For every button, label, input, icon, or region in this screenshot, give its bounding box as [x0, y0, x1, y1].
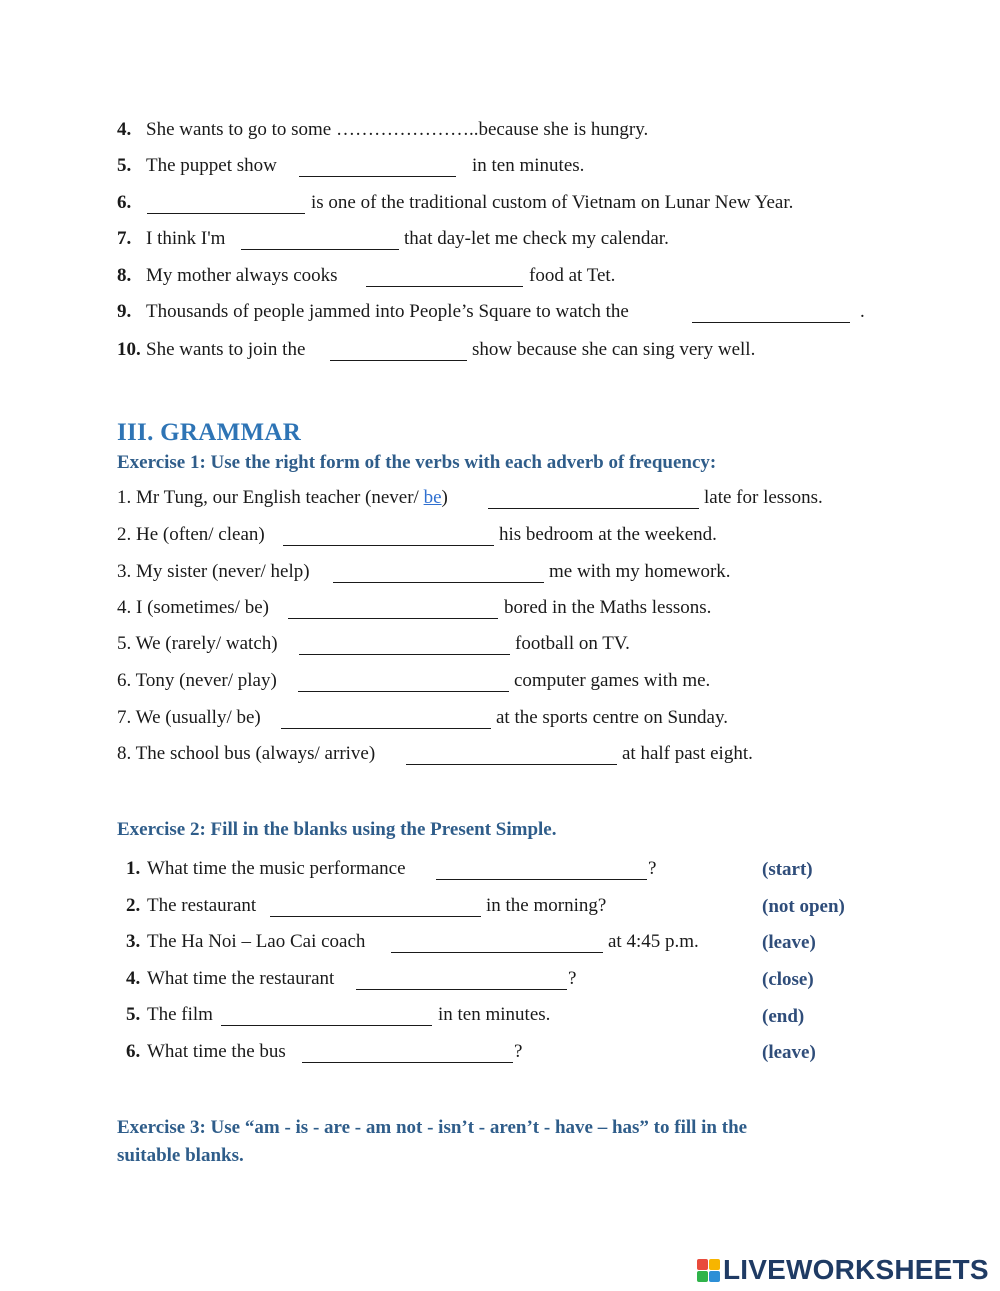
logo-square	[709, 1271, 720, 1282]
ex2-item-1	[126, 857, 406, 881]
vocab-item-5	[117, 154, 282, 178]
item-text: ?	[568, 968, 577, 989]
item-text: )	[441, 487, 448, 508]
item-text: What time the restaurant	[147, 968, 335, 989]
answer-input[interactable]	[330, 338, 467, 361]
item-text: at half past eight.	[622, 743, 753, 764]
answer-input[interactable]	[298, 669, 509, 692]
item-text: My mother always cooks	[146, 265, 343, 286]
exercise-1-title: Exercise 1: Use the right form of the verbs with each adverb of frequency:	[117, 452, 717, 473]
logo-square	[709, 1259, 720, 1270]
verb-hint: (leave)	[762, 932, 816, 953]
answer-input[interactable]	[283, 523, 494, 546]
item-number: 5.	[117, 155, 132, 176]
item-text: bored in the Maths lessons.	[504, 597, 712, 618]
item-number: 3.	[126, 931, 141, 952]
verb-link[interactable]: be	[423, 487, 442, 508]
answer-input[interactable]	[241, 227, 399, 250]
item-text: 2. He (often/ clean)	[117, 524, 265, 545]
item-text: 8. The school bus (always/ arrive)	[117, 743, 376, 764]
item-text: She wants to join the	[146, 339, 311, 360]
answer-input[interactable]	[221, 1003, 432, 1026]
ex2-item-3	[126, 930, 365, 954]
item-text: late for lessons.	[704, 487, 823, 508]
exercise-3-title-line: suitable blanks.	[117, 1145, 244, 1166]
item-text: The restaurant	[147, 895, 257, 916]
verb-hint: (start)	[762, 859, 813, 880]
item-number: 9.	[117, 301, 132, 322]
item-number: 6.	[117, 192, 132, 213]
section-heading: III. GRAMMAR	[117, 419, 302, 446]
answer-input[interactable]	[436, 857, 647, 880]
item-text: in the morning?	[486, 895, 607, 916]
item-number: 5.	[126, 1004, 141, 1025]
liveworksheets-logo	[697, 1254, 989, 1286]
verb-hint: (close)	[762, 969, 814, 990]
logo-mark-icon	[697, 1259, 720, 1282]
item-text: me with my homework.	[549, 561, 731, 582]
answer-input[interactable]	[692, 300, 850, 323]
item-text: in ten minutes.	[438, 1004, 551, 1025]
ex1-item-1	[117, 486, 448, 510]
logo-square	[697, 1271, 708, 1282]
item-number: 4.	[117, 119, 132, 140]
ex2-item-2	[126, 894, 256, 918]
item-number: 4.	[126, 968, 141, 989]
item-text: food at Tet.	[529, 265, 616, 286]
answer-input[interactable]	[302, 1040, 513, 1063]
item-text: because she is hungry.	[478, 119, 649, 140]
item-text: What time the bus	[147, 1041, 286, 1062]
answer-input[interactable]	[299, 154, 456, 177]
answer-input[interactable]	[281, 706, 491, 729]
item-number: 2.	[126, 895, 141, 916]
ex2-item-4	[126, 967, 334, 991]
item-text: The Ha Noi – Lao Cai coach	[147, 931, 366, 952]
vocab-item-6	[117, 191, 146, 215]
item-text: The film	[147, 1004, 213, 1025]
verb-hint: (leave)	[762, 1042, 816, 1063]
dotted-blank: …………………..	[336, 119, 479, 140]
answer-input[interactable]	[366, 264, 523, 287]
item-text: The puppet show	[146, 155, 282, 176]
item-text: 4. I (sometimes/ be)	[117, 597, 269, 618]
item-number: 7.	[117, 228, 132, 249]
item-number: 6.	[126, 1041, 141, 1062]
item-text: 6. Tony (never/ play)	[117, 670, 277, 691]
item-text: at the sports centre on Sunday.	[496, 707, 728, 728]
answer-input[interactable]	[356, 967, 567, 990]
item-text: ?	[514, 1041, 523, 1062]
item-text: 7. We (usually/ be)	[117, 707, 261, 728]
item-text: Thousands of people jammed into People’s Square to watch the	[146, 301, 634, 322]
item-text: football on TV.	[515, 633, 630, 654]
item-text: computer games with me.	[514, 670, 711, 691]
item-text: is one of the traditional custom of Vietnam on Lunar New Year.	[311, 192, 794, 213]
item-text: at 4:45 p.m.	[608, 931, 699, 952]
vocab-item-4	[117, 118, 648, 142]
ex2-item-6	[126, 1040, 286, 1064]
vocab-item-7	[117, 227, 230, 251]
answer-input[interactable]	[406, 742, 617, 765]
logo-square	[697, 1259, 708, 1270]
vocab-item-10	[117, 338, 310, 362]
item-number: 8.	[117, 265, 132, 286]
logo-text: LIVEWORKSHEETS	[723, 1254, 989, 1285]
item-text: I think I'm	[146, 228, 231, 249]
item-text: that day-let me check my calendar.	[404, 228, 669, 249]
item-text: in ten minutes.	[472, 155, 585, 176]
item-text: .	[860, 301, 865, 322]
item-text: What time the music performance	[147, 858, 406, 879]
vocab-item-8	[117, 264, 342, 288]
item-text: 3. My sister (never/ help)	[117, 561, 310, 582]
item-number: 10.	[117, 339, 141, 360]
verb-hint: (end)	[762, 1006, 805, 1027]
item-number: 1.	[126, 858, 141, 879]
exercise-3-title	[117, 1114, 747, 1170]
item-text: She wants to go to some	[146, 119, 336, 140]
item-text: his bedroom at the weekend.	[499, 524, 717, 545]
answer-input[interactable]	[147, 191, 305, 214]
verb-hint: (not open)	[762, 896, 845, 917]
item-text: 1. Mr Tung, our English teacher (never/	[117, 487, 424, 508]
answer-input[interactable]	[333, 560, 544, 583]
answer-input[interactable]	[488, 486, 699, 509]
item-text: show because she can sing very well.	[472, 339, 756, 360]
vocab-item-9	[117, 300, 634, 324]
answer-input[interactable]	[288, 596, 498, 619]
answer-input[interactable]	[270, 894, 481, 917]
item-text: 5. We (rarely/ watch)	[117, 633, 278, 654]
item-text: ?	[648, 858, 657, 879]
exercise-3-title-line: Exercise 3: Use “am - is - are - am not - isn’t - aren’t - have – has” to fill in the	[117, 1117, 748, 1138]
ex2-item-5	[126, 1003, 213, 1027]
exercise-2-title: Exercise 2: Fill in the blanks using the Present Simple.	[117, 819, 557, 840]
answer-input[interactable]	[299, 632, 510, 655]
answer-input[interactable]	[391, 930, 603, 953]
